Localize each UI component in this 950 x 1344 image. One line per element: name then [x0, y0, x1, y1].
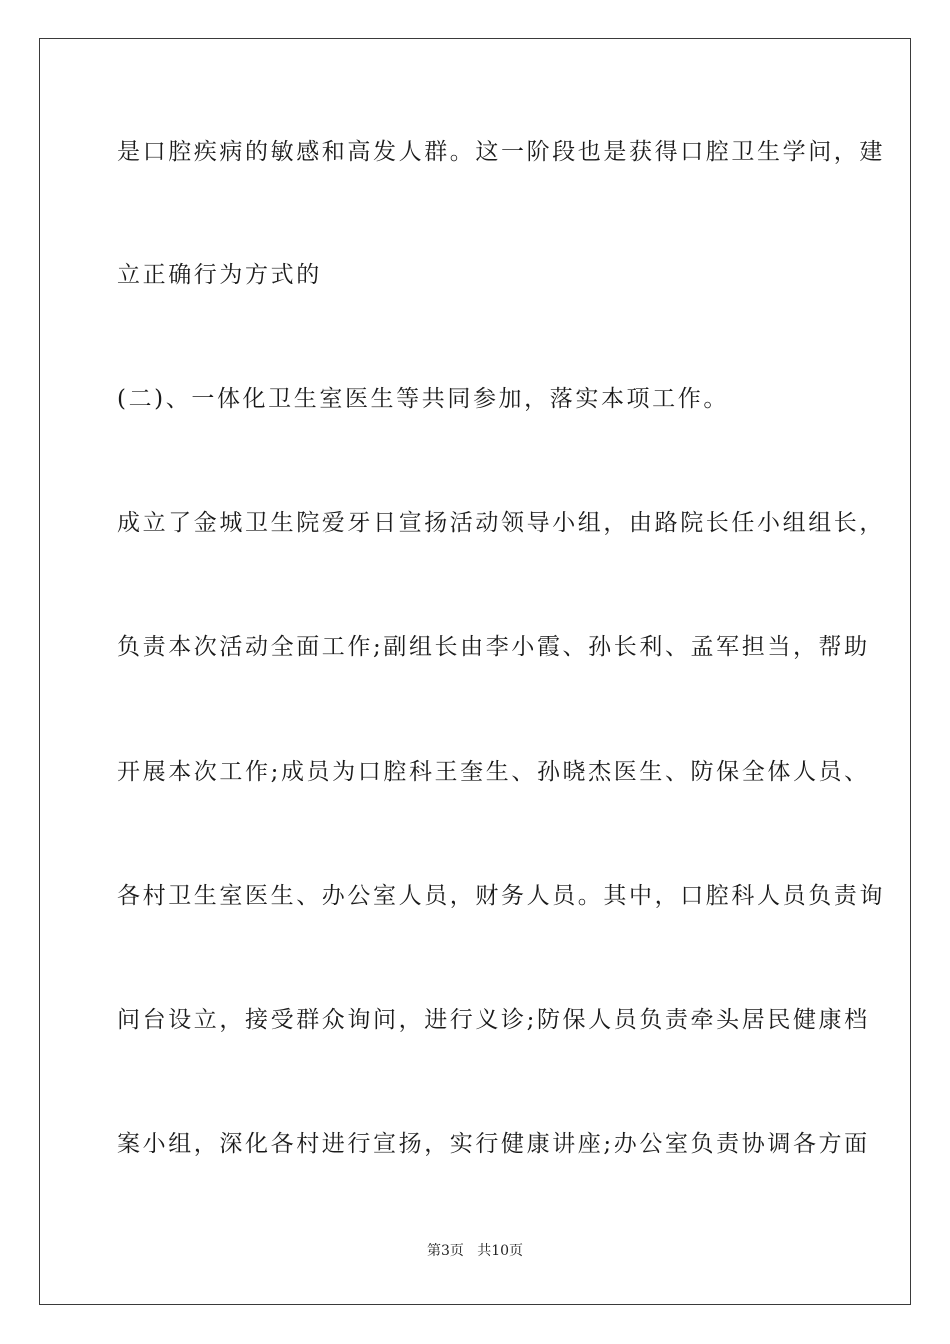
body-text-line-4: 成立了金城卫生院爱牙日宣扬活动领导小组，由路院长任小组组长， [117, 510, 885, 536]
body-text-line-9: 案小组，深化各村进行宣扬，实行健康讲座;办公室负责协调各方面 [117, 1131, 870, 1157]
body-text-line-3: (二)、一体化卫生室医生等共同参加，落实本项工作。 [117, 386, 729, 412]
body-text-line-6: 开展本次工作;成员为口腔科王奎生、孙晓杰医生、防保全体人员、 [117, 759, 870, 785]
body-text-line-1: 是口腔疾病的敏感和高发人群。这一阶段也是获得口腔卫生学问，建 [117, 139, 885, 165]
page-border [39, 38, 911, 1305]
page-number-footer: 第3页 共10页 [426, 1243, 524, 1259]
body-text-line-2: 立正确行为方式的 [117, 262, 322, 288]
body-text-line-5: 负责本次活动全面工作;副组长由李小霞、孙长利、孟军担当，帮助 [117, 634, 870, 660]
body-text-line-8: 问台设立，接受群众询问，进行义诊;防保人员负责牵头居民健康档 [117, 1007, 870, 1033]
body-text-line-7: 各村卫生室医生、办公室人员，财务人员。其中，口腔科人员负责询 [117, 883, 885, 909]
